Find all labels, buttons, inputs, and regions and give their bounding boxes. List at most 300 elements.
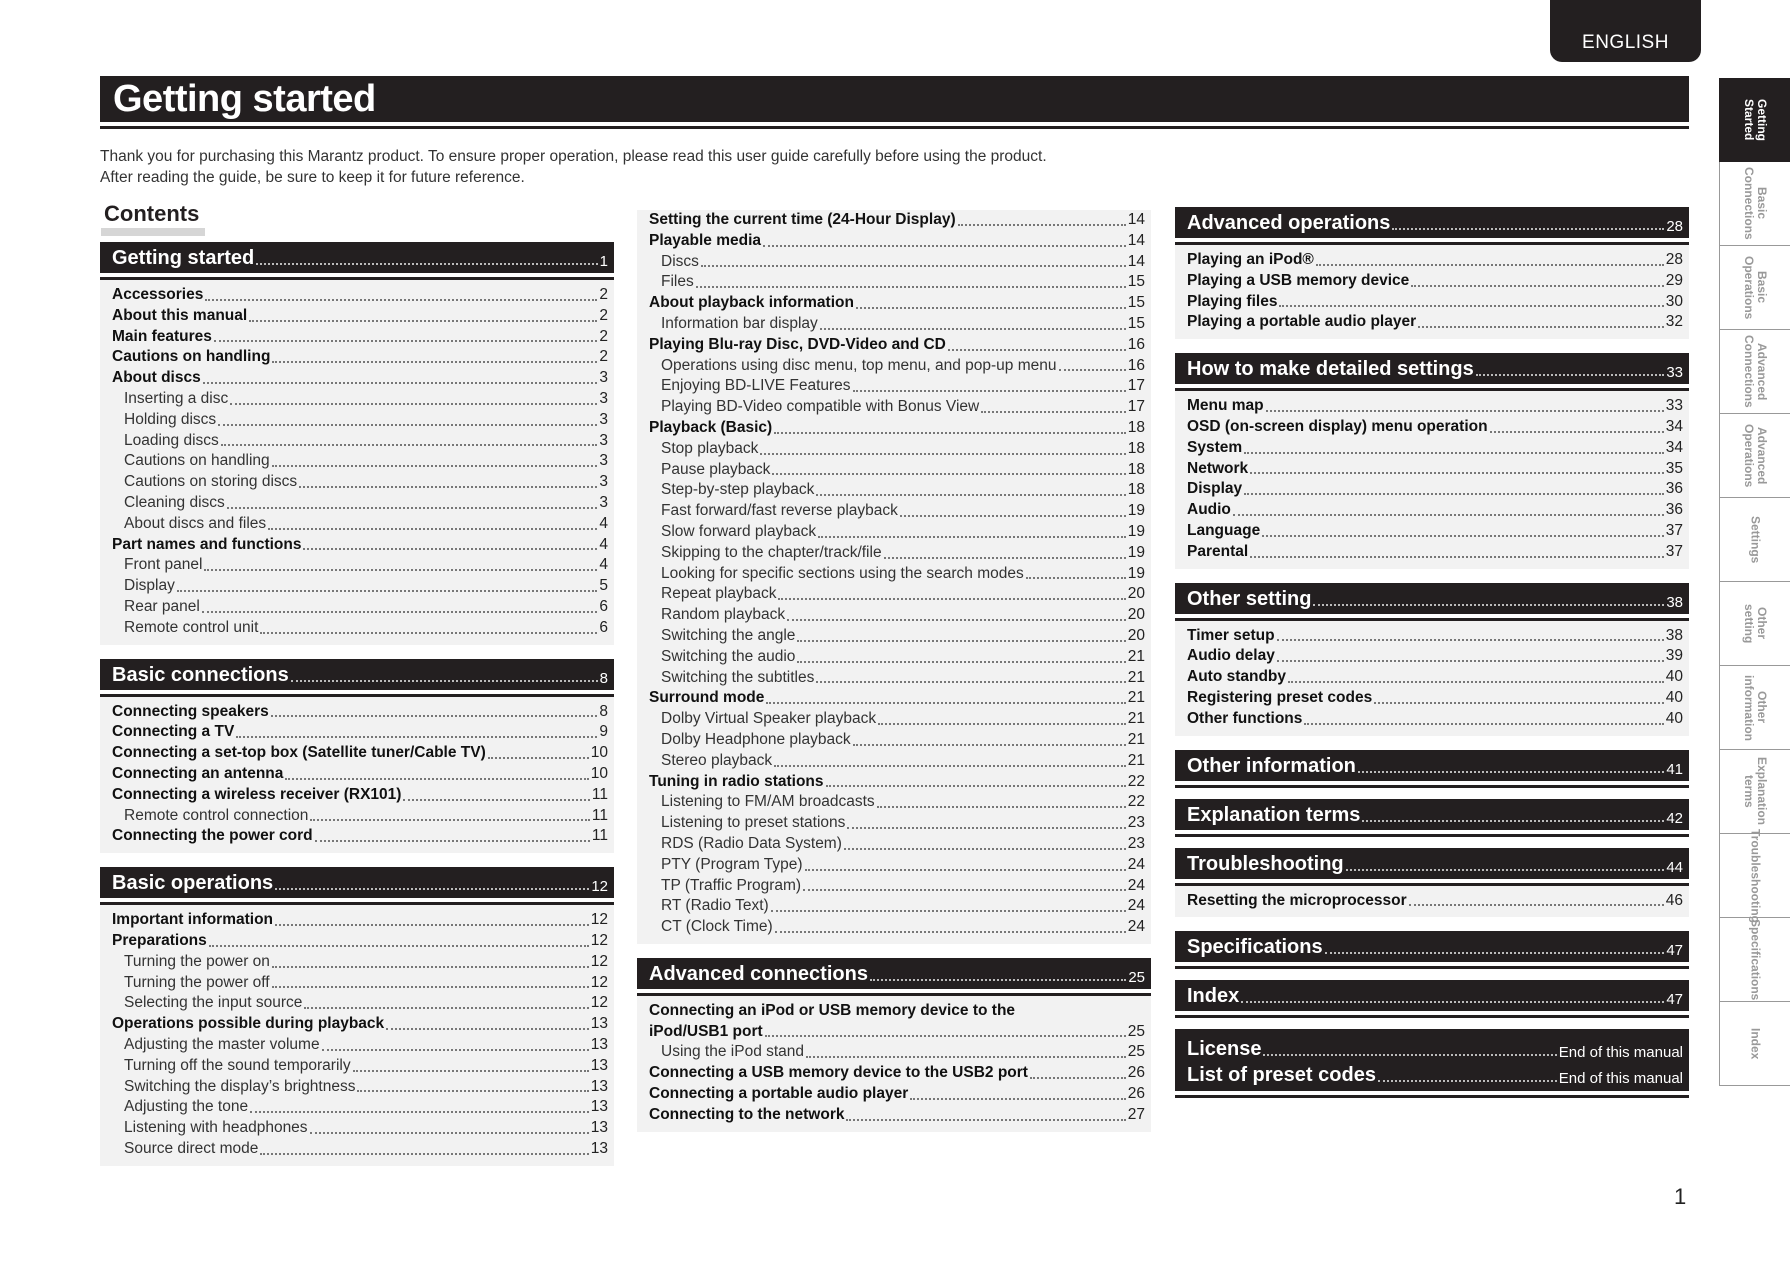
toc-subentry[interactable] bbox=[100, 806, 614, 827]
license-row[interactable] bbox=[1187, 1035, 1683, 1061]
toc-entry[interactable] bbox=[100, 702, 614, 723]
entry-page: 16 bbox=[1127, 335, 1145, 353]
entry-page: 12 bbox=[590, 952, 608, 970]
section-header[interactable] bbox=[100, 659, 614, 694]
toc-subentry[interactable] bbox=[100, 993, 614, 1014]
entry-title: Listening to FM/AM broadcasts bbox=[661, 793, 875, 811]
section-page: 41 bbox=[1666, 760, 1683, 778]
entry-title: Switching the display’s brightness bbox=[124, 1077, 356, 1095]
leader-dots bbox=[218, 424, 597, 426]
toc-subentry[interactable] bbox=[637, 252, 1151, 273]
entry-page: 15 bbox=[1127, 314, 1145, 332]
entry-title: Switching the audio bbox=[661, 647, 796, 665]
toc-entry[interactable] bbox=[100, 306, 614, 327]
toc-entry[interactable] bbox=[100, 1014, 614, 1035]
tab-explanation-terms[interactable] bbox=[1719, 750, 1790, 834]
leader-dots bbox=[1325, 952, 1665, 954]
section-title: List of preset codes bbox=[1187, 1064, 1376, 1087]
section-header[interactable] bbox=[1175, 583, 1689, 618]
toc-subentry[interactable] bbox=[100, 514, 614, 535]
toc-subentry[interactable] bbox=[637, 813, 1151, 834]
leader-dots bbox=[1374, 702, 1664, 704]
entry-title: Connecting speakers bbox=[112, 702, 269, 720]
toc-entry[interactable] bbox=[637, 1084, 1151, 1105]
entry-page: 14 bbox=[1127, 252, 1145, 270]
leader-dots bbox=[701, 265, 1126, 267]
entry-page: 6 bbox=[599, 618, 608, 636]
entry-title: About discs and files bbox=[124, 514, 267, 532]
section-title: Index bbox=[1187, 985, 1240, 1008]
entry-title: RT (Radio Text) bbox=[661, 897, 769, 915]
toc-subentry[interactable] bbox=[100, 431, 614, 452]
toc-subentry[interactable] bbox=[637, 480, 1151, 501]
entry-title: Connecting an iPod or USB memory device to the bbox=[649, 1001, 1016, 1019]
section-page: 33 bbox=[1666, 364, 1683, 382]
leader-dots bbox=[1250, 472, 1664, 474]
toc-entry[interactable] bbox=[100, 826, 614, 847]
entry-title: Source direct mode bbox=[124, 1139, 259, 1157]
entry-page: 12 bbox=[590, 973, 608, 991]
entry-page: 24 bbox=[1127, 855, 1145, 873]
toc-subentry[interactable] bbox=[637, 834, 1151, 855]
leader-dots bbox=[856, 307, 1126, 309]
entry-page: 11 bbox=[591, 806, 608, 824]
entry-page: 34 bbox=[1665, 438, 1683, 456]
section-title: Advanced operations bbox=[1187, 212, 1391, 234]
entry-page: 15 bbox=[1127, 294, 1145, 312]
entry-title: Cautions on handling bbox=[124, 452, 270, 470]
leader-dots bbox=[771, 910, 1126, 912]
toc-subentry[interactable] bbox=[637, 584, 1151, 605]
toc-entry[interactable] bbox=[1175, 688, 1689, 709]
entry-title: Registering preset codes bbox=[1187, 688, 1373, 706]
intro-text bbox=[100, 146, 1047, 188]
entry-title: About this manual bbox=[112, 306, 248, 324]
section-header[interactable] bbox=[1175, 931, 1689, 966]
entry-title: Using the iPod stand bbox=[661, 1043, 805, 1061]
entry-title: Dolby Headphone playback bbox=[661, 730, 851, 748]
entry-title: Switching the subtitles bbox=[661, 668, 815, 686]
entry-title: Switching the angle bbox=[661, 626, 796, 644]
toc-entry[interactable] bbox=[637, 231, 1151, 252]
tab-label: Getting Started bbox=[1742, 98, 1769, 141]
leader-dots bbox=[1358, 771, 1664, 773]
section-page: End of this manual bbox=[1558, 1044, 1683, 1062]
toc-subentry[interactable] bbox=[637, 626, 1151, 647]
section-page: 47 bbox=[1666, 991, 1683, 1009]
entry-title: Important information bbox=[112, 911, 274, 929]
entry-page: 24 bbox=[1127, 918, 1145, 936]
entry-title: Display bbox=[1187, 480, 1243, 498]
entry-title: Loading discs bbox=[124, 431, 219, 449]
toc-entry[interactable] bbox=[100, 764, 614, 785]
tab-getting-started[interactable] bbox=[1719, 78, 1790, 162]
leader-dots bbox=[285, 778, 588, 780]
entry-title: Part names and functions bbox=[112, 535, 302, 553]
toc-subentry[interactable] bbox=[637, 376, 1151, 397]
entry-page: 13 bbox=[590, 1077, 608, 1095]
entry-page: 12 bbox=[590, 994, 608, 1012]
entry-title: Menu map bbox=[1187, 397, 1264, 415]
entry-page: 13 bbox=[590, 1035, 608, 1053]
section-header[interactable] bbox=[100, 867, 614, 902]
toc-entry[interactable] bbox=[637, 335, 1151, 356]
entry-title: Other functions bbox=[1187, 709, 1303, 727]
toc-entry[interactable] bbox=[637, 772, 1151, 793]
entry-page: 38 bbox=[1665, 626, 1683, 644]
leader-dots bbox=[910, 1098, 1126, 1100]
section-header[interactable] bbox=[637, 958, 1151, 993]
entry-page: 21 bbox=[1127, 689, 1145, 707]
toc-entry[interactable] bbox=[100, 285, 614, 306]
toc-subentry[interactable] bbox=[637, 751, 1151, 772]
toc-subentry[interactable] bbox=[637, 605, 1151, 626]
entry-page: 2 bbox=[599, 327, 608, 345]
leader-dots bbox=[900, 515, 1126, 517]
page-title: Getting started bbox=[100, 76, 1689, 122]
tab-other-setting[interactable] bbox=[1719, 582, 1790, 666]
toc-section-other-setting bbox=[1175, 583, 1689, 736]
toc-subentry[interactable] bbox=[100, 1056, 614, 1077]
entry-title: Fast forward/fast reverse playback bbox=[661, 502, 898, 520]
toc-subentry[interactable] bbox=[637, 522, 1151, 543]
entry-title: Surround mode bbox=[649, 689, 765, 707]
entry-page: 37 bbox=[1665, 521, 1683, 539]
toc-section-index bbox=[1175, 980, 1689, 1015]
toc-entry[interactable] bbox=[100, 743, 614, 764]
toc-subentry[interactable] bbox=[100, 410, 614, 431]
toc-entry[interactable] bbox=[1175, 709, 1689, 730]
entry-title: Cautions on handling bbox=[112, 348, 271, 366]
toc-entry[interactable] bbox=[100, 347, 614, 368]
section-header[interactable] bbox=[1175, 750, 1689, 785]
toc-entry[interactable] bbox=[100, 785, 614, 806]
section-title: Other setting bbox=[1187, 587, 1312, 610]
leader-dots bbox=[310, 819, 590, 821]
toc-subentry[interactable] bbox=[100, 493, 614, 514]
entry-title: Playing files bbox=[1187, 292, 1278, 310]
toc-subentry[interactable] bbox=[100, 1077, 614, 1098]
entry-title: Connecting a set-top box (Satellite tuner/Cable TV) bbox=[112, 744, 486, 762]
leader-dots bbox=[820, 328, 1126, 330]
entry-page: 21 bbox=[1127, 647, 1145, 665]
tab-basic-operations[interactable] bbox=[1719, 246, 1790, 330]
entry-title: Connecting a portable audio player bbox=[649, 1085, 909, 1103]
toc-entry[interactable] bbox=[637, 418, 1151, 439]
toc-entry[interactable] bbox=[100, 535, 614, 556]
leader-dots bbox=[846, 1119, 1125, 1121]
section-page: End of this manual bbox=[1558, 1070, 1683, 1088]
toc-entry[interactable] bbox=[637, 1105, 1151, 1126]
toc-subentry[interactable] bbox=[100, 1035, 614, 1056]
tab-label: Other information bbox=[1742, 674, 1769, 741]
toc-entry[interactable] bbox=[100, 931, 614, 952]
toc-entry[interactable] bbox=[1175, 271, 1689, 292]
entry-page: 29 bbox=[1665, 271, 1683, 289]
leader-dots bbox=[772, 473, 1125, 475]
leader-dots bbox=[275, 888, 589, 890]
leader-dots bbox=[870, 979, 1126, 981]
entry-page: 11 bbox=[591, 827, 608, 845]
entry-title: Repeat playback bbox=[661, 585, 777, 603]
section-title: Basic operations bbox=[112, 872, 274, 895]
toc-section-basic-connections bbox=[100, 659, 614, 854]
leader-dots bbox=[1288, 681, 1664, 683]
section-header[interactable] bbox=[1175, 799, 1689, 834]
leader-dots bbox=[1241, 1001, 1664, 1003]
leader-dots bbox=[1026, 577, 1126, 579]
entry-page: 3 bbox=[599, 452, 608, 470]
tab-label: Basic Connections bbox=[1742, 167, 1769, 240]
toc-entry-line[interactable] bbox=[637, 1001, 1151, 1022]
toc-entry[interactable] bbox=[637, 293, 1151, 314]
entry-page: 33 bbox=[1665, 397, 1683, 415]
toc-entry[interactable] bbox=[100, 327, 614, 348]
entry-page: 18 bbox=[1127, 460, 1145, 478]
toc-subentry[interactable] bbox=[100, 973, 614, 994]
entry-title: Turning off the sound temporarily bbox=[124, 1056, 351, 1074]
section-page: 42 bbox=[1666, 809, 1683, 827]
section-header[interactable] bbox=[1175, 207, 1689, 242]
tab-label: Index bbox=[1748, 1027, 1763, 1060]
toc-subentry[interactable] bbox=[100, 597, 614, 618]
section-header[interactable] bbox=[1175, 980, 1689, 1015]
entry-page: 13 bbox=[590, 1056, 608, 1074]
toc-entry[interactable] bbox=[1175, 667, 1689, 688]
toc-subentry[interactable] bbox=[637, 314, 1151, 335]
entry-page: 3 bbox=[599, 431, 608, 449]
toc-subentry[interactable] bbox=[100, 389, 614, 410]
entry-title: Connecting a wireless receiver (RX101) bbox=[112, 785, 402, 803]
tab-index[interactable] bbox=[1719, 1002, 1790, 1086]
leader-dots bbox=[1277, 639, 1664, 641]
entry-title: Playable media bbox=[649, 231, 762, 249]
title-underline bbox=[100, 126, 1689, 129]
entry-page: 35 bbox=[1665, 459, 1683, 477]
entry-title: Adjusting the tone bbox=[124, 1098, 249, 1116]
leader-dots bbox=[488, 757, 589, 759]
leader-dots bbox=[818, 536, 1126, 538]
toc-subentry[interactable] bbox=[637, 668, 1151, 689]
entry-page: 13 bbox=[590, 1119, 608, 1137]
toc-subentry[interactable] bbox=[637, 917, 1151, 938]
leader-dots bbox=[765, 1035, 1126, 1037]
toc-subentry[interactable] bbox=[637, 876, 1151, 897]
entry-page: 18 bbox=[1127, 418, 1145, 436]
section-page: 28 bbox=[1666, 218, 1683, 235]
toc-entry[interactable] bbox=[1175, 250, 1689, 271]
section-title: Basic connections bbox=[112, 663, 289, 686]
leader-dots bbox=[1277, 660, 1664, 662]
toc-entry[interactable] bbox=[1175, 521, 1689, 542]
intro-line-1: Thank you for purchasing this Marantz product. To ensure proper operation, please read this user guide carefully before using the product. bbox=[100, 148, 1047, 165]
toc-subentry[interactable] bbox=[100, 952, 614, 973]
toc-subentry[interactable] bbox=[100, 618, 614, 639]
entry-title: Timer setup bbox=[1187, 626, 1275, 644]
leader-dots bbox=[1378, 1080, 1557, 1082]
toc-entry[interactable] bbox=[637, 210, 1151, 231]
language-tab: ENGLISH bbox=[1550, 0, 1701, 62]
entry-title: Setting the current time (24-Hour Display) bbox=[649, 211, 956, 228]
leader-dots bbox=[1316, 264, 1664, 266]
section-page: 8 bbox=[599, 669, 608, 687]
leader-dots bbox=[775, 931, 1126, 933]
entry-page: 14 bbox=[1127, 211, 1145, 228]
toc-subentry[interactable] bbox=[637, 1042, 1151, 1063]
leader-dots bbox=[315, 840, 590, 842]
toc-subentry[interactable] bbox=[100, 1118, 614, 1139]
entry-title: Skipping to the chapter/track/file bbox=[661, 543, 882, 561]
tab-advanced-connections[interactable] bbox=[1719, 330, 1790, 414]
leader-dots bbox=[1490, 431, 1664, 433]
tab-advanced-operations[interactable] bbox=[1719, 414, 1790, 498]
section-page: 44 bbox=[1666, 858, 1683, 876]
toc-entry[interactable] bbox=[637, 1063, 1151, 1084]
entry-title: Looking for specific sections using the search modes bbox=[661, 564, 1024, 582]
toc-entry[interactable] bbox=[1175, 417, 1689, 438]
leader-dots bbox=[1313, 604, 1664, 606]
chapter-tabs bbox=[1719, 78, 1790, 1086]
leader-dots bbox=[1279, 305, 1663, 307]
tab-label: Advanced Connections bbox=[1742, 335, 1769, 408]
preset-codes-row[interactable] bbox=[1187, 1061, 1683, 1087]
leader-dots bbox=[1266, 410, 1664, 412]
toc-subentry[interactable] bbox=[100, 576, 614, 597]
entry-page: 19 bbox=[1127, 522, 1145, 540]
entry-title: Audio delay bbox=[1187, 647, 1275, 665]
section-header[interactable] bbox=[100, 242, 614, 277]
section-header[interactable] bbox=[1175, 353, 1689, 388]
toc-entry[interactable] bbox=[637, 688, 1151, 709]
tab-label: Specifications bbox=[1748, 918, 1763, 1001]
toc-entry[interactable] bbox=[1175, 292, 1689, 313]
leader-dots bbox=[763, 245, 1126, 247]
toc-subentry[interactable] bbox=[100, 555, 614, 576]
leader-dots bbox=[1263, 1054, 1556, 1056]
toc-entry[interactable] bbox=[1175, 312, 1689, 333]
entry-page: 40 bbox=[1665, 709, 1683, 727]
leader-dots bbox=[1346, 869, 1665, 871]
toc-entry[interactable] bbox=[637, 1022, 1151, 1043]
entry-page: 3 bbox=[599, 493, 608, 511]
toc-subentry[interactable] bbox=[637, 564, 1151, 585]
section-header[interactable] bbox=[1175, 848, 1689, 883]
toc-column-3 bbox=[1175, 207, 1689, 1109]
entry-title: RDS (Radio Data System) bbox=[661, 834, 842, 852]
entry-title: Remote control unit bbox=[124, 618, 259, 636]
toc-section-detailed-settings bbox=[1175, 353, 1689, 568]
leader-dots bbox=[948, 349, 1126, 351]
toc-section-getting-started bbox=[100, 242, 614, 645]
entry-title: Holding discs bbox=[124, 410, 217, 428]
entry-title: Stereo playback bbox=[661, 751, 773, 769]
toc-entry[interactable] bbox=[1175, 646, 1689, 667]
tab-basic-connections[interactable] bbox=[1719, 162, 1790, 246]
toc-entry[interactable] bbox=[1175, 438, 1689, 459]
toc-entry[interactable] bbox=[1175, 891, 1689, 912]
leader-dots bbox=[844, 848, 1126, 850]
toc-subentry[interactable] bbox=[100, 1097, 614, 1118]
tab-settings[interactable] bbox=[1719, 498, 1790, 582]
toc-subentry[interactable] bbox=[637, 792, 1151, 813]
leader-dots bbox=[353, 1070, 589, 1072]
toc-entry[interactable] bbox=[1175, 459, 1689, 480]
tab-label: Explanation terms bbox=[1742, 757, 1769, 826]
entry-page: 11 bbox=[591, 785, 608, 803]
toc-subentry[interactable] bbox=[100, 1139, 614, 1160]
toc-entry[interactable] bbox=[1175, 396, 1689, 417]
leader-dots bbox=[272, 361, 597, 363]
tab-troubleshooting[interactable] bbox=[1719, 828, 1790, 923]
toc-subentry[interactable] bbox=[637, 896, 1151, 917]
leader-dots bbox=[249, 320, 597, 322]
leader-dots bbox=[1476, 374, 1665, 376]
entry-page: 15 bbox=[1127, 273, 1145, 291]
entry-page: 24 bbox=[1127, 897, 1145, 915]
leader-dots bbox=[299, 486, 597, 488]
section-title: Explanation terms bbox=[1187, 803, 1361, 826]
leader-dots bbox=[1411, 285, 1663, 287]
leader-dots bbox=[236, 736, 597, 738]
entry-title: TP (Traffic Program) bbox=[661, 876, 802, 894]
entry-page: 36 bbox=[1665, 501, 1683, 519]
toc-subentry[interactable] bbox=[100, 472, 614, 493]
toc-subentry[interactable] bbox=[637, 855, 1151, 876]
entry-page: 23 bbox=[1127, 834, 1145, 852]
toc-subentry[interactable] bbox=[637, 460, 1151, 481]
section-page: 1 bbox=[599, 253, 608, 270]
toc-subentry[interactable] bbox=[637, 543, 1151, 564]
leader-dots bbox=[209, 945, 589, 947]
entry-page: 19 bbox=[1127, 543, 1145, 561]
toc-entry[interactable] bbox=[1175, 500, 1689, 521]
leader-dots bbox=[1059, 369, 1126, 371]
entry-title: Audio bbox=[1187, 501, 1231, 519]
toc-subentry[interactable] bbox=[637, 501, 1151, 522]
leader-dots bbox=[177, 590, 598, 592]
toc-subentry[interactable] bbox=[637, 709, 1151, 730]
tab-specifications[interactable] bbox=[1719, 918, 1790, 1002]
entry-title: Step-by-step playback bbox=[661, 481, 815, 499]
tab-label: Troubleshooting bbox=[1748, 828, 1763, 923]
entry-page: 16 bbox=[1127, 356, 1145, 374]
toc-entry[interactable] bbox=[1175, 626, 1689, 647]
entry-title: Rear panel bbox=[124, 597, 200, 615]
toc-subentry[interactable] bbox=[637, 647, 1151, 668]
toc-subentry[interactable] bbox=[637, 439, 1151, 460]
toc-subentry[interactable] bbox=[637, 272, 1151, 293]
toc-entry[interactable] bbox=[100, 368, 614, 389]
toc-subentry[interactable] bbox=[637, 730, 1151, 751]
entry-title: OSD (on-screen display) menu operation bbox=[1187, 417, 1488, 435]
toc-entry[interactable] bbox=[100, 910, 614, 931]
toc-subentry[interactable] bbox=[637, 356, 1151, 377]
toc-subentry[interactable] bbox=[637, 397, 1151, 418]
leader-dots bbox=[221, 444, 598, 446]
toc-entry[interactable] bbox=[1175, 479, 1689, 500]
entry-page: 2 bbox=[599, 348, 608, 366]
toc-entry[interactable] bbox=[100, 722, 614, 743]
entry-page: 12 bbox=[590, 911, 608, 929]
leader-dots bbox=[878, 723, 1126, 725]
tab-other-information[interactable] bbox=[1719, 666, 1790, 750]
toc-section-advanced-connections bbox=[637, 958, 1151, 1132]
toc-entry[interactable] bbox=[1175, 542, 1689, 563]
leader-dots bbox=[260, 1153, 588, 1155]
toc-subentry[interactable] bbox=[100, 451, 614, 472]
entry-page: 34 bbox=[1665, 417, 1683, 435]
leader-dots bbox=[766, 702, 1125, 704]
